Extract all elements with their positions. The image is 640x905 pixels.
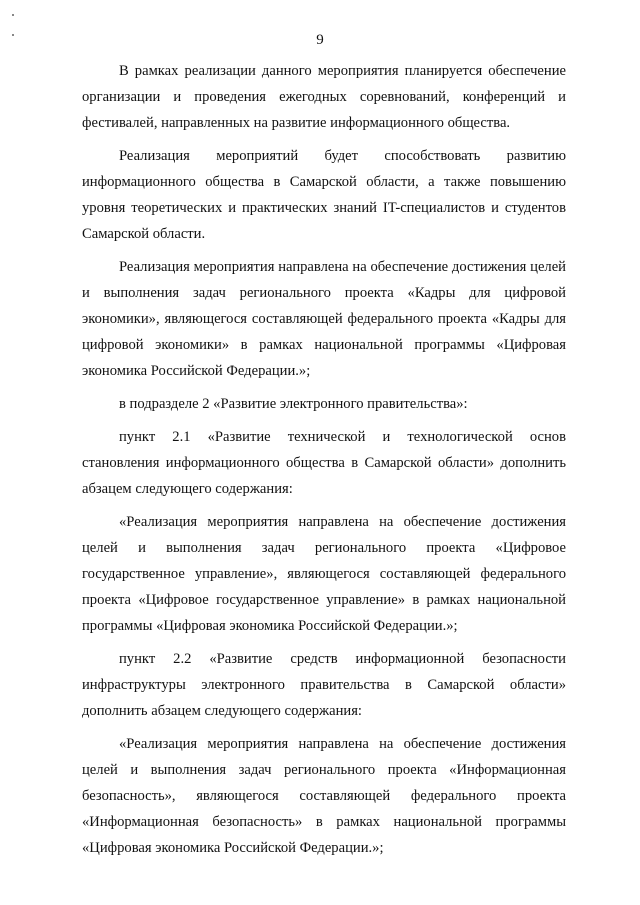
paragraph-7: пункт 2.2 «Развитие средств информационной безопасности инфраструктуры электронного правительства в Самарской области» дополнить абзацем следующего содержания: xyxy=(82,651,566,719)
paragraph-5: пункт 2.1 «Развитие технической и технологической основ становления информационного общества в Самарской области» дополнить абзацем следующего содержания: xyxy=(82,429,566,497)
margin-dot xyxy=(12,14,14,16)
paragraph-8: «Реализация мероприятия направлена на обеспечение достижения целей и выполнения задач регионального проекта «Информационная безопасность», являющегося составляющей федерального проекта «Информационная безопасность» в рамках национальной программы «Цифровая экономика Российской Федерации.»; xyxy=(82,736,566,856)
page-number: 9 xyxy=(316,32,324,48)
paragraph-4: в подразделе 2 «Развитие электронного правительства»: xyxy=(119,396,468,412)
paragraph-2: Реализация мероприятий будет способствовать развитию информационного общества в Самарской области, а также повышению уровня теоретических и практических знаний IT-специалистов и студентов Самарской области. xyxy=(82,148,566,242)
document-body xyxy=(82,58,566,861)
paragraph-3: Реализация мероприятия направлена на обеспечение достижения целей и выполнения задач регионального проекта «Кадры для цифровой экономики», являющегося составляющей федерального проекта «Кадры для цифровой экономики» в рамках национальной программы «Цифровая экономика Российской Федерации.»; xyxy=(82,259,566,379)
paragraph-6: «Реализация мероприятия направлена на обеспечение достижения целей и выполнения задач регионального проекта «Цифровое государственное управление», являющегося составляющей федерального проекта «Цифровое государственное управление» в рамках национальной программы «Цифровая экономика Российской Федерации.»; xyxy=(82,514,566,634)
paragraph-1: В рамках реализации данного мероприятия планируется обеспечение организации и проведения ежегодных соревнований, конференций и фестивалей, направленных на развитие информационного общества. xyxy=(82,63,566,131)
